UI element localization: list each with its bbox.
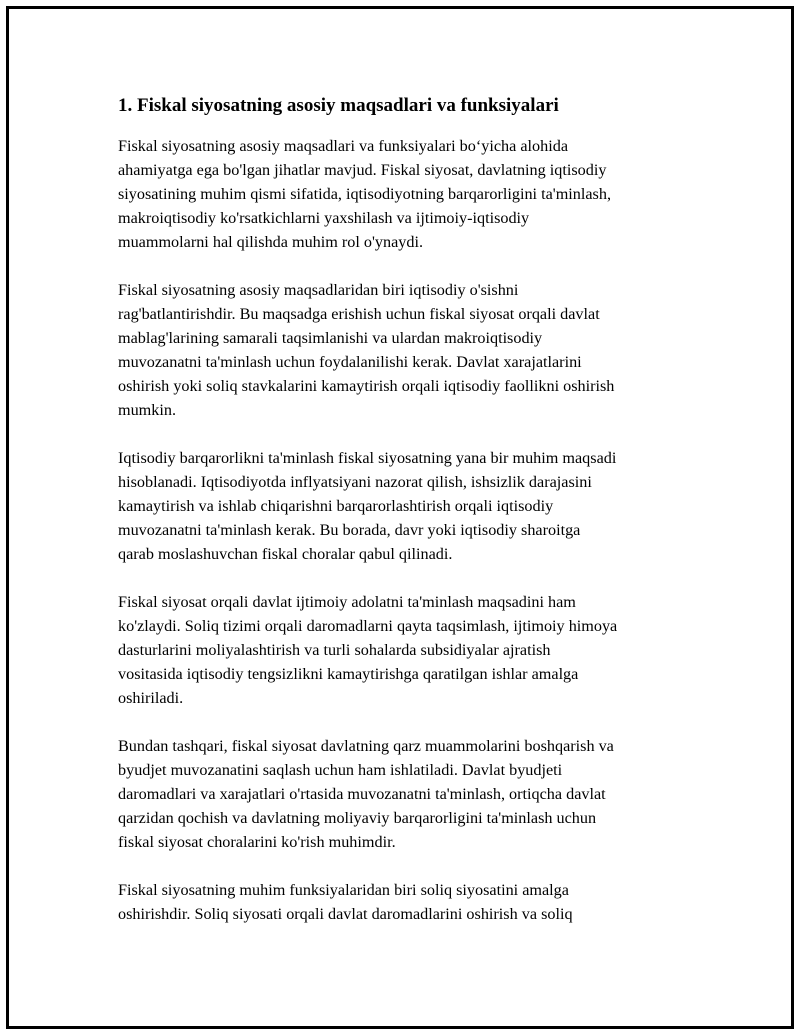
text-line: kamaytirish va ishlab chiqarishni barqarorlashtirish orqali iqtisodiy — [118, 497, 554, 515]
text-line: muvozanatni ta'minlash uchun foydalanilishi kerak. Davlat xarajatlarini — [118, 353, 582, 371]
text-line: dasturlarini moliyalashtirish va turli sohalarda subsidiyalar ajratish — [118, 641, 551, 659]
text-line: byudjet muvozanatini saqlash uchun ham ishlatiladi. Davlat byudjeti — [118, 761, 563, 779]
paragraph — [118, 278, 698, 422]
text-line: mablag'larining samarali taqsimlanishi va ulardan makroiqtisodiy — [118, 329, 543, 347]
text-line: oshirish yoki soliq stavkalarini kamaytirish orqali iqtisodiy faollikni oshirish — [118, 377, 615, 395]
paragraph — [118, 734, 698, 854]
text-line: hisoblanadi. Iqtisodiyotda inflyatsiyani nazorat qilish, ishsizlik darajasini — [118, 473, 592, 491]
text-line: qarzidan qochish va davlatning moliyaviy barqarorligini ta'minlash uchun — [118, 809, 597, 827]
paragraph — [118, 446, 698, 566]
text-line: fiskal siyosat choralarini ko'rish muhimdir. — [118, 833, 396, 851]
text-line: Iqtisodiy barqarorlikni ta'minlash fiskal siyosatning yana bir muhim maqsadi — [118, 449, 617, 467]
text-line: vositasida iqtisodiy tengsizlikni kamaytirishga qaratilgan ishlar amalga — [118, 665, 579, 683]
text-line: makroiqtisodiy ko'rsatkichlarni yaxshilash va ijtimoiy-iqtisodiy — [118, 209, 530, 227]
text-line: daromadlari va xarajatlari o'rtasida muvozanatni ta'minlash, ortiqcha davlat — [118, 785, 606, 803]
document-body — [118, 92, 698, 950]
paragraph — [118, 134, 698, 254]
text-line: oshiriladi. — [118, 689, 184, 707]
text-line: muvozanatni ta'minlash kerak. Bu borada, davr yoki iqtisodiy sharoitga — [118, 521, 581, 539]
text-line: ko'zlaydi. Soliq tizimi orqali daromadlarni qayta taqsimlash, ijtimoiy himoya — [118, 617, 618, 635]
text-line: Fiskal siyosatning muhim funksiyalaridan biri soliq siyosatini amalga — [118, 881, 569, 899]
paragraph — [118, 878, 698, 926]
text-line: muammolarni hal qilishda muhim rol o'ynaydi. — [118, 233, 424, 251]
text-line: rag'batlantirishdir. Bu maqsadga erishish uchun fiskal siyosat orqali davlat — [118, 305, 600, 323]
text-line: Fiskal siyosatning asosiy maqsadlari va funksiyalari bo‘yicha alohida — [118, 137, 569, 155]
text-line: siyosatining muhim qismi sifatida, iqtisodiyotning barqarorligini ta'minlash, — [118, 185, 611, 203]
text-line: Fiskal siyosat orqali davlat ijtimoiy adolatni ta'minlash maqsadini ham — [118, 593, 576, 611]
text-line: oshirishdir. Soliq siyosati orqali davlat daromadlarini oshirish va soliq — [118, 905, 573, 923]
text-line: ahamiyatga ega bo'lgan jihatlar mavjud. Fiskal siyosat, davlatning iqtisodiy — [118, 161, 607, 179]
text-line: Bundan tashqari, fiskal siyosat davlatning qarz muammolarini boshqarish va — [118, 737, 614, 755]
text-line: mumkin. — [118, 401, 177, 419]
text-line: qarab moslashuvchan fiskal choralar qabul qilinadi. — [118, 545, 453, 563]
text-line: Fiskal siyosatning asosiy maqsadlaridan biri iqtisodiy o'sishni — [118, 281, 519, 299]
section-heading: 1. Fiskal siyosatning asosiy maqsadlari va funksiyalari — [118, 95, 559, 116]
paragraph — [118, 590, 698, 710]
